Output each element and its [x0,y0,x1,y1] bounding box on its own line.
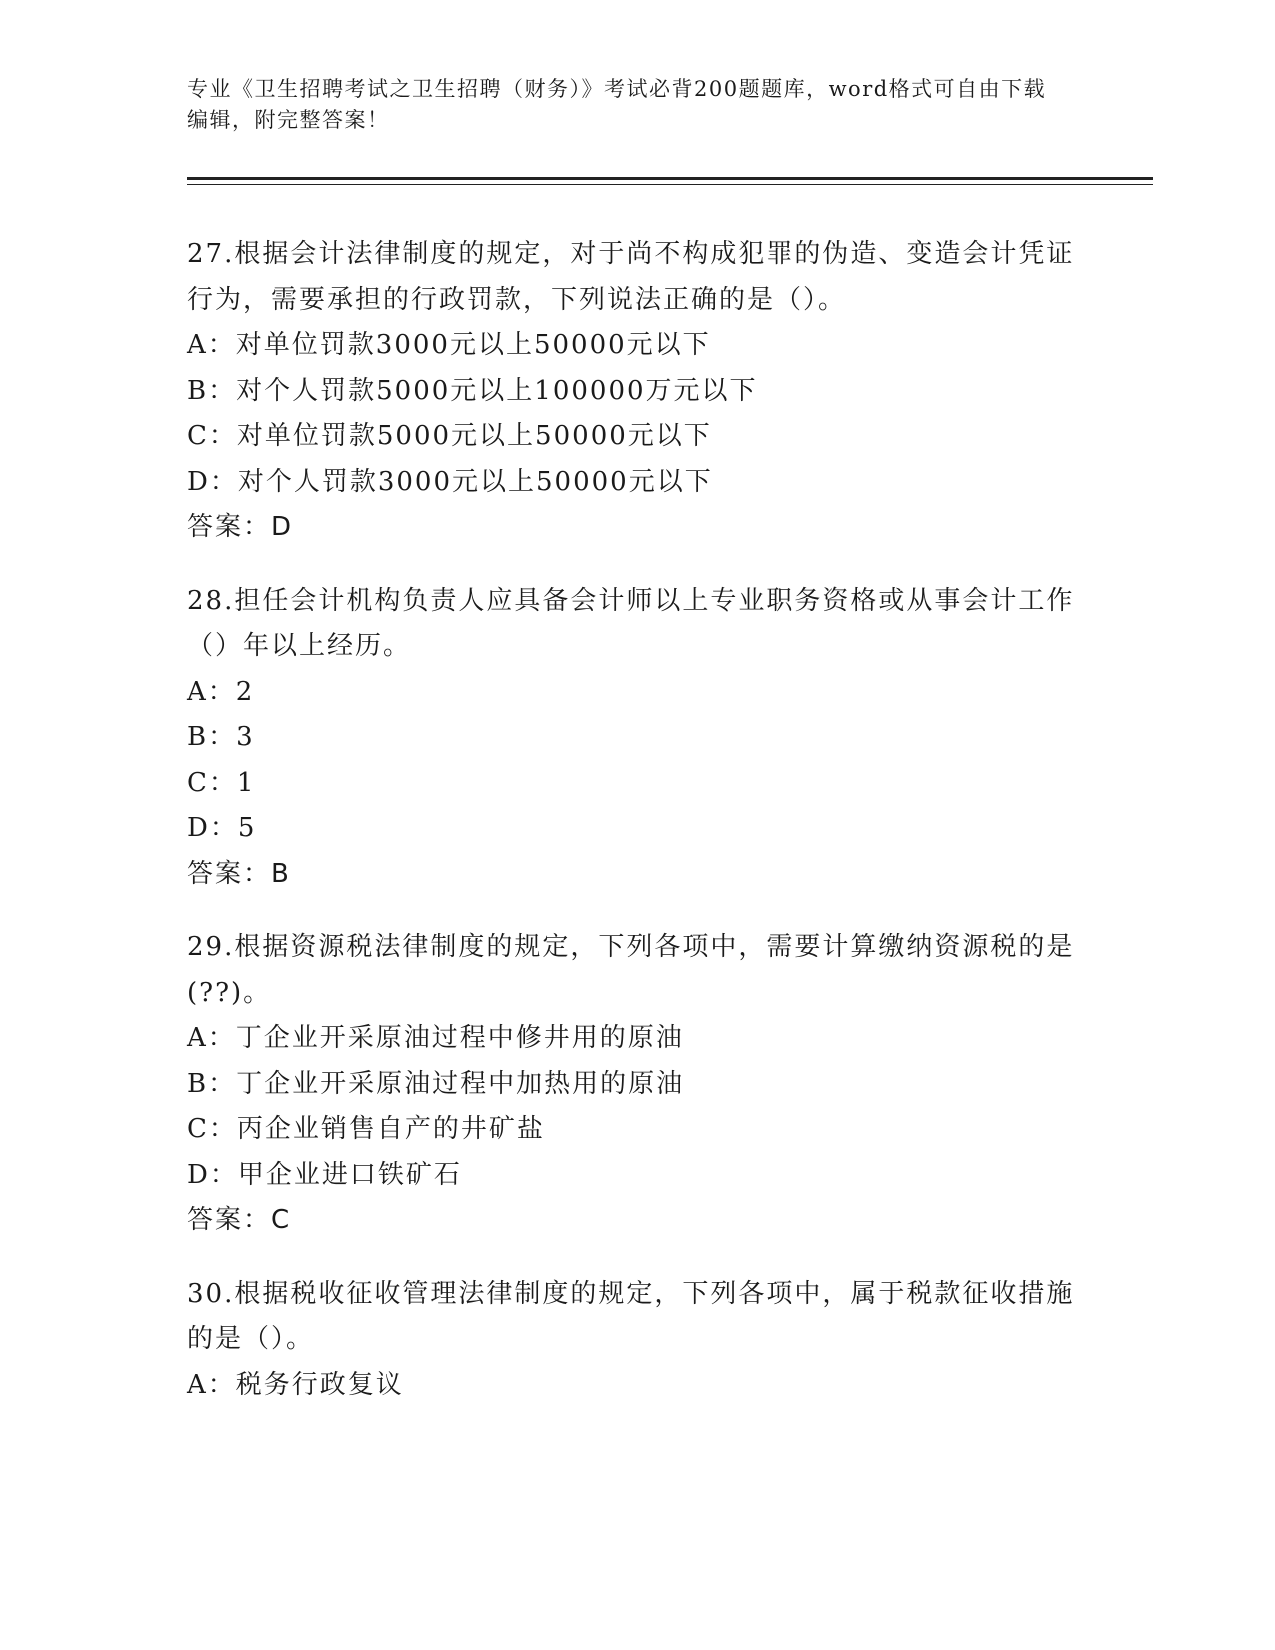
option-a: A：丁企业开采原油过程中修井用的原油 [187,1023,684,1053]
question-list [187,232,1087,1436]
question-stem: 30.根据税收征收管理法律制度的规定，下列各项中，属于税款征收措施的是（）。 [187,1278,1075,1354]
header-divider [187,177,1153,180]
option-a: A：税务行政复议 [187,1369,404,1400]
option-d: D：5 [187,813,257,843]
option-b: B：3 [187,722,255,752]
answer: 答案：C [187,1205,292,1235]
option-a: A：对单位罚款3000元以上50000元以下 [187,330,711,360]
option-a: A：2 [187,676,255,707]
header-divider-thin [187,184,1153,185]
option-d: D：甲企业进口铁矿石 [187,1159,462,1190]
option-b: B：对个人罚款5000元以上100000万元以下 [187,375,758,406]
question-30 [187,1272,1087,1409]
option-c: C：对单位罚款5000元以上50000元以下 [187,421,712,451]
option-c: C：1 [187,767,256,798]
option-b: B：丁企业开采原油过程中加热用的原油 [187,1068,685,1099]
question-stem: 29.根据资源税法律制度的规定，下列各项中，需要计算缴纳资源税的是(??)。 [187,932,1075,1008]
header-title: 专业《卫生招聘考试之卫生招聘（财务）》考试必背200题题库，word格式可自由下载编辑，附完整答案！ [187,77,1047,132]
question-stem: 28.担任会计机构负责人应具备会计师以上专业职务资格或从事会计工作（）年以上经历。 [187,585,1075,661]
answer: 答案：D [187,512,294,542]
question-27 [187,232,1087,551]
option-d: D：对个人罚款3000元以上50000元以下 [187,466,713,497]
question-stem: 27.根据会计法律制度的规定，对于尚不构成犯罪的伪造、变造会计凭证行为，需要承担的行政罚款，下列说法正确的是（）。 [187,239,1075,315]
option-c: C：丙企业销售自产的井矿盐 [187,1114,545,1144]
question-28 [187,579,1087,898]
document-header [187,74,1067,136]
question-29 [187,925,1087,1244]
answer: 答案：B [187,858,291,889]
